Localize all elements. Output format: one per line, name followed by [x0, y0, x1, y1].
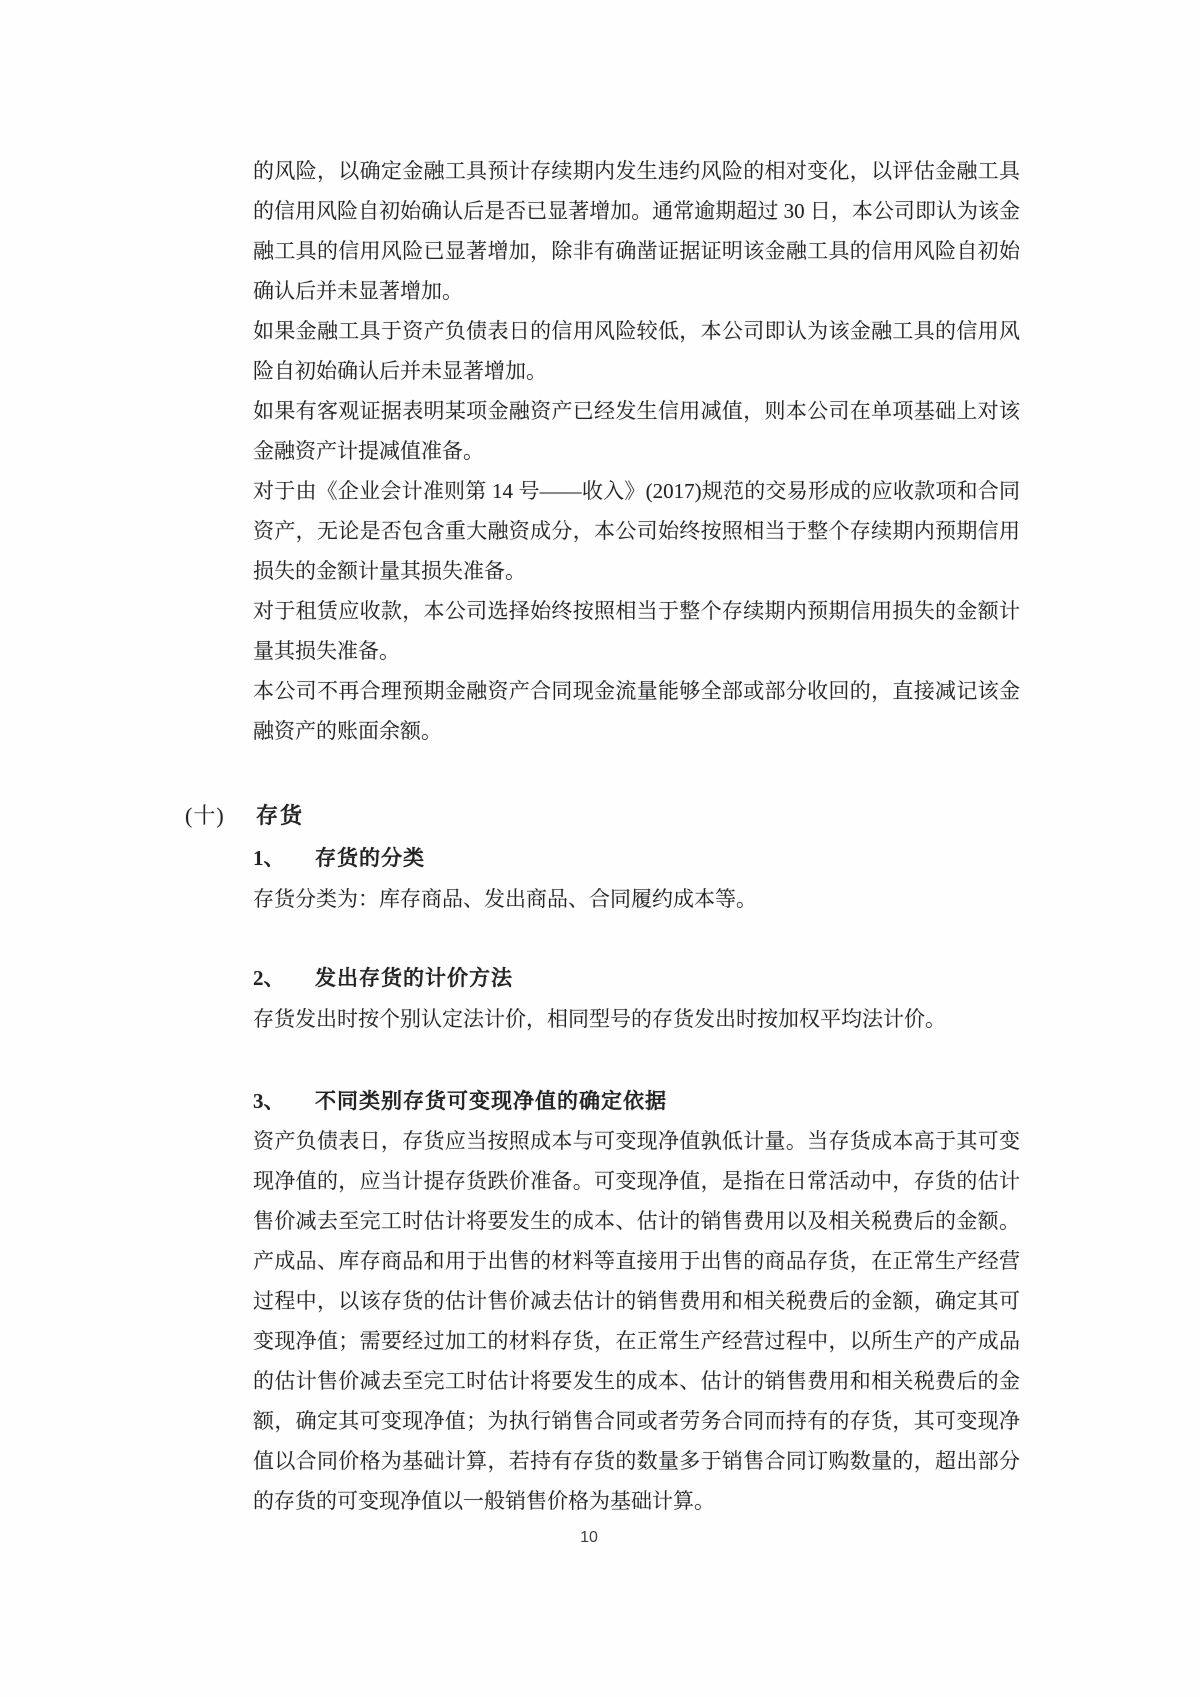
- paragraph-line: 量其损失准备。: [253, 639, 400, 663]
- paragraph-line: 变现净值；需要经过加工的材料存货，在正常生产经营过程中，以所生产的产成品: [253, 1329, 1020, 1353]
- paragraph-line: 对于由《企业会计准则第 14 号——收入》(2017)规范的交易形成的应收款项和合同: [253, 479, 1020, 503]
- paragraph-line: 的存货的可变现净值以一般销售价格为基础计算。: [253, 1489, 715, 1513]
- paragraph-block-credit-risk: [253, 151, 1020, 751]
- paragraph-line: 险自初始确认后并未显著增加。: [253, 359, 547, 383]
- paragraph-line: 过程中，以该存货的估计售价减去估计的销售费用和相关税费后的金额，确定其可: [253, 1289, 1020, 1313]
- paragraph-line: 存货分类为：库存商品、发出商品、合同履约成本等。: [253, 887, 757, 911]
- paragraph-line: 损失的金额计量其损失准备。: [253, 559, 526, 583]
- paragraph-line: 如果有客观证据表明某项金融资产已经发生信用减值，则本公司在单项基础上对该: [253, 399, 1020, 423]
- subsection-number: 2、: [253, 966, 285, 990]
- paragraph-line: 的信用风险自初始确认后是否已显著增加。通常逾期超过 30 日，本公司即认为该金: [253, 199, 1020, 223]
- paragraph-line: 额，确定其可变现净值；为执行销售合同或者劳务合同而持有的存货，其可变现净: [253, 1409, 1020, 1433]
- section-heading-title: 存货: [256, 803, 305, 828]
- paragraph-line: 值以合同价格为基础计算，若持有存货的数量多于销售合同订购数量的，超出部分: [253, 1449, 1020, 1473]
- subsection-title: 不同类别存货可变现净值的确定依据: [315, 1090, 667, 1113]
- subsection-title: 存货的分类: [315, 847, 425, 870]
- paragraph-line: 对于租赁应收款，本公司选择始终按照相当于整个存续期内预期信用损失的金额计: [253, 599, 1020, 623]
- paragraph-line: 存货发出时按个别认定法计价，相同型号的存货发出时按加权平均法计价。: [253, 1007, 946, 1031]
- subsection-title: 发出存货的计价方法: [315, 967, 513, 990]
- subsection-heading-1: [253, 838, 1020, 878]
- subsection-heading-2: [253, 958, 1020, 998]
- paragraph-line: 资产负债表日，存货应当按照成本与可变现净值孰低计量。当存货成本高于其可变: [253, 1129, 1020, 1153]
- subsection-heading-3: [253, 1081, 1020, 1121]
- paragraph-block-nrv: [253, 1121, 1020, 1521]
- section-heading-label: (十): [185, 803, 225, 828]
- paragraph-line: 现净值的，应当计提存货跌价准备。可变现净值，是指在日常活动中，存货的估计: [253, 1169, 1020, 1193]
- paragraph-line: 的估计售价减去至完工时估计将要发生的成本、估计的销售费用和相关税费后的金: [253, 1369, 1020, 1393]
- paragraph-line: 售价减去至完工时估计将要发生的成本、估计的销售费用以及相关税费后的金额。: [253, 1209, 1020, 1233]
- paragraph-line: 资产，无论是否包含重大融资成分，本公司始终按照相当于整个存续期内预期信用: [253, 519, 1020, 543]
- paragraph-line: 本公司不再合理预期金融资产合同现金流量能够全部或部分收回的，直接减记该金: [253, 679, 1020, 703]
- paragraph-line: 确认后并未显著增加。: [253, 279, 463, 303]
- subsection-number: 1、: [253, 846, 285, 870]
- paragraph-line: 融工具的信用风险已显著增加，除非有确凿证据证明该金融工具的信用风险自初始: [253, 239, 1020, 263]
- paragraph-line: 融资产的账面余额。: [253, 719, 442, 743]
- subsection-number: 3、: [253, 1089, 285, 1113]
- page-number: 10: [580, 1529, 598, 1546]
- paragraph-line: 产成品、库存商品和用于出售的材料等直接用于出售的商品存货，在正常生产经营: [253, 1249, 1020, 1273]
- paragraph-line: 的风险，以确定金融工具预计存续期内发生违约风险的相对变化，以评估金融工具: [253, 159, 1020, 183]
- paragraph-line: 如果金融工具于资产负债表日的信用风险较低，本公司即认为该金融工具的信用风: [253, 319, 1020, 343]
- paragraph-line: 金融资产计提减值准备。: [253, 439, 484, 463]
